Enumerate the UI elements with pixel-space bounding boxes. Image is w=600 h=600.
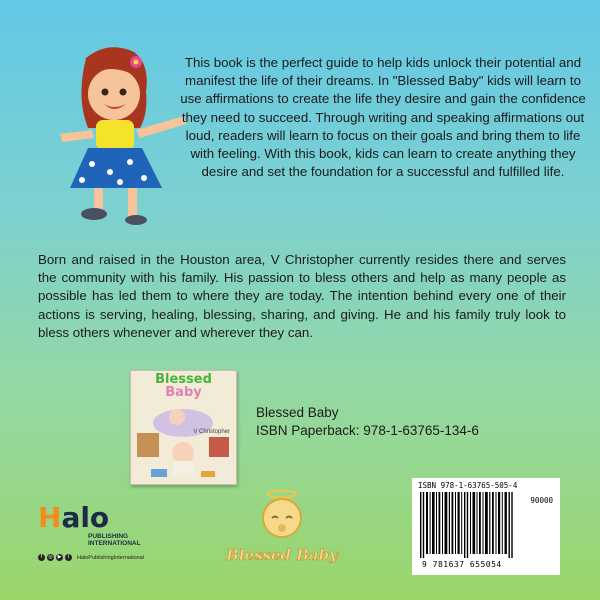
- book-info: [256, 404, 479, 440]
- blessed-baby-logo: [226, 488, 338, 570]
- publisher-subtitle: PUBLISHING INTERNATIONAL: [88, 533, 141, 547]
- instagram-icon[interactable]: ◎: [48, 554, 53, 560]
- barcode-bars: [420, 492, 518, 558]
- social-handle: HaloPublishingInternational: [77, 554, 144, 561]
- thumbnail-title: Blessed Baby: [155, 372, 212, 400]
- publisher-wordmark: Halo: [38, 501, 110, 534]
- girl-illustration: [48, 38, 198, 228]
- author-bio: Born and raised in the Houston area, V Christopher currently resides there and serves the community with his family. His passion to bless others and help as many people as possible has led them to where they are today. The intention behind every one of their actions is serving, healing, blessing, sharing, and giving. He and his family truly look to bless others whenever and wherever they can.: [38, 252, 566, 340]
- brand-logo-text: Blessed Baby: [226, 546, 338, 564]
- facebook-icon[interactable]: f: [38, 554, 45, 561]
- barcode-price: 90000: [530, 496, 553, 505]
- youtube-icon[interactable]: ▶: [57, 554, 62, 560]
- book-blurb: This book is the perfect guide to help kids unlock their potential and manifest the life of their dreams. In "Blessed Baby" kids will learn to use affirmations to create the life they desire and gain the confidence they need to succeed. Through writing and speaking affirmations out loud, readers will learn to focus on their goals and bring them to life with feeling. With this book, kids can learn to create anything they desire and set the foundation for a successful and fulfilled life.: [180, 55, 586, 180]
- barcode: [412, 478, 560, 575]
- twitter-icon[interactable]: t: [65, 554, 72, 561]
- social-links: [38, 553, 144, 562]
- thumbnail-illustration: [131, 371, 236, 484]
- barcode-number: 9 781637 655054: [422, 560, 502, 569]
- book-isbn: ISBN Paperback: 978-1-63765-134-6: [256, 423, 479, 438]
- book-title: Blessed Baby: [256, 405, 339, 420]
- book-cover-thumbnail: [130, 370, 237, 485]
- publisher-logo: [38, 503, 158, 563]
- thumbnail-author: V Christopher: [193, 429, 230, 435]
- barcode-isbn: ISBN 978-1-63765-505-4: [418, 481, 518, 490]
